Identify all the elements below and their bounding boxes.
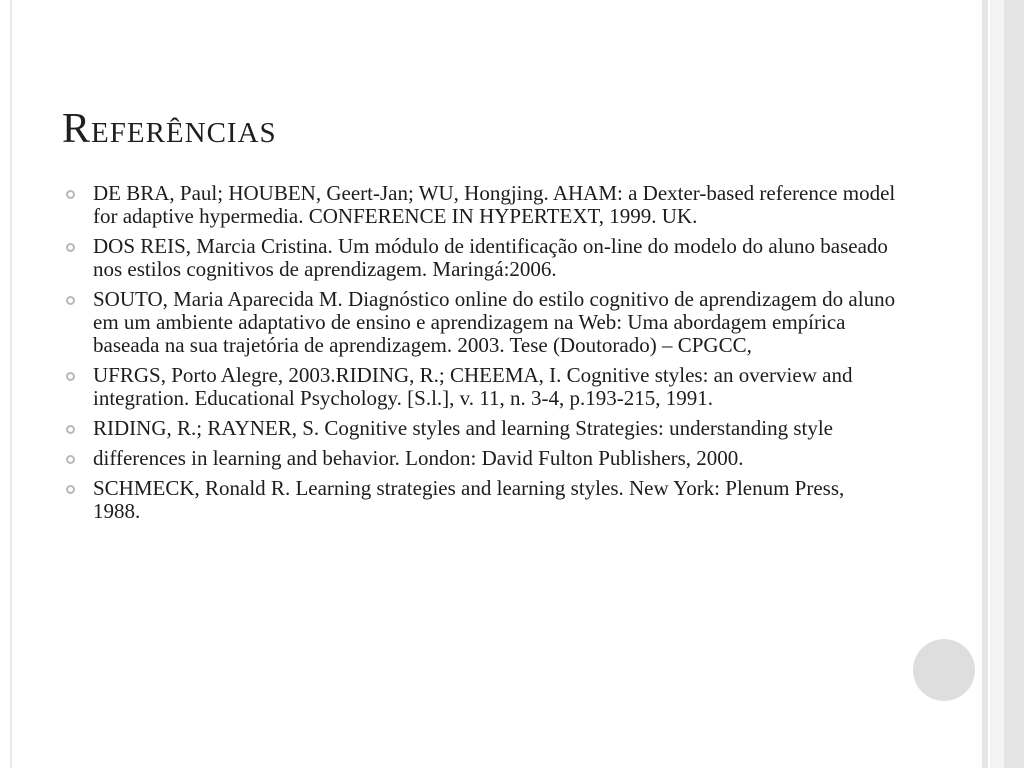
- reference-item: [66, 477, 896, 523]
- reference-text: differences in learning and behavior. London: David Fulton Publishers, 2000.: [93, 446, 744, 470]
- right-border-stripe: [1004, 0, 1024, 768]
- bullet-icon: [66, 425, 75, 434]
- right-border-stripe: [990, 0, 1004, 768]
- reference-item: [66, 235, 896, 281]
- reference-item: [66, 364, 896, 410]
- decorative-circle: [913, 639, 975, 701]
- bullet-icon: [66, 296, 75, 305]
- reference-item: [66, 417, 896, 440]
- right-border-stripe: [982, 0, 988, 768]
- reference-text: DE BRA, Paul; HOUBEN, Geert-Jan; WU, Hongjing. AHAM: a Dexter-based reference model for adaptive hypermedia. CONFERENCE IN HYPERTEXT, 1999. UK.: [93, 181, 896, 228]
- reference-item: [66, 288, 896, 357]
- reference-list: [66, 182, 896, 530]
- bullet-icon: [66, 455, 75, 464]
- bullet-icon: [66, 190, 75, 199]
- bullet-icon: [66, 485, 75, 494]
- reference-item: [66, 182, 896, 228]
- reference-item: [66, 447, 896, 470]
- reference-text: SCHMECK, Ronald R. Learning strategies and learning styles. New York: Plenum Press, 1988.: [93, 476, 845, 523]
- reference-text: RIDING, R.; RAYNER, S. Cognitive styles and learning Strategies: understanding style: [93, 416, 833, 440]
- reference-text: SOUTO, Maria Aparecida M. Diagnóstico online do estilo cognitivo de aprendizagem do aluno em um ambiente adaptativo de ensino e aprendizagem na Web: Uma abordagem empírica baseada na sua trajetória de aprendizagem. 2003. Tese (Doutorado) – CPGCC,: [93, 287, 896, 357]
- reference-text: DOS REIS, Marcia Cristina. Um módulo de identificação on-line do modelo do aluno baseado nos estilos cognitivos de aprendizagem. Maringá:2006.: [93, 234, 888, 281]
- bullet-icon: [66, 372, 75, 381]
- reference-text: UFRGS, Porto Alegre, 2003.RIDING, R.; CHEEMA, I. Cognitive styles: an overview and integration. Educational Psychology. [S.l.], v. 11, n. 3-4, p.193-215, 1991.: [93, 363, 853, 410]
- left-border-line: [10, 0, 12, 768]
- bullet-icon: [66, 243, 75, 252]
- slide-title: Referências: [62, 106, 277, 152]
